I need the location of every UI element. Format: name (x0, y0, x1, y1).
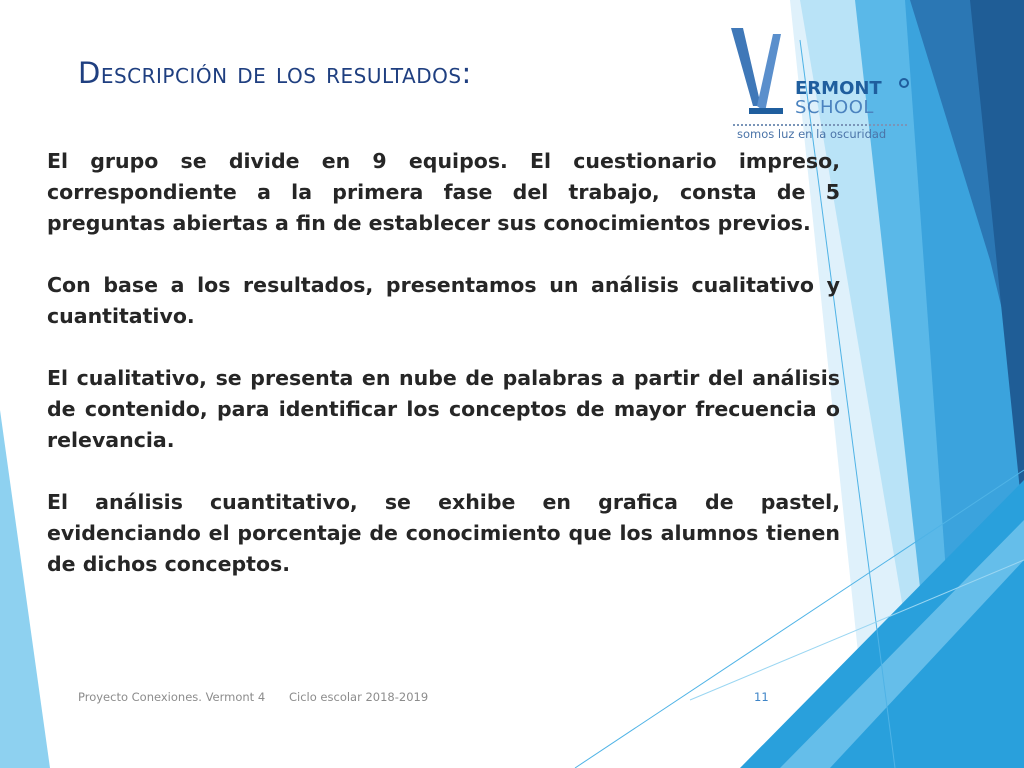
slide-title: Descripción de los resultados: (78, 56, 472, 90)
slide-body (47, 146, 840, 611)
logo-tagline: somos luz en la oscuridad (737, 127, 887, 141)
logo-v-mark-icon (727, 26, 787, 120)
paragraph-quantitative: El análisis cuantitativo, se exhibe en grafica de pastel, evidenciando el porcentaje de conocimiento que los alumnos tienen de dichos conceptos. (47, 490, 840, 576)
footer-project: Proyecto Conexiones. Vermont 4 (78, 690, 266, 704)
paragraph-analysis: Con base a los resultados, presentamos un análisis cualitativo y cuantitativo. (47, 273, 840, 328)
footer-cycle: Ciclo escolar 2018-2019 (289, 690, 429, 704)
vermont-school-logo (727, 26, 907, 146)
logo-degree-icon (899, 78, 909, 88)
logo-word-ermont: ERMONT (795, 78, 882, 99)
paragraph-qualitative: El cualitativo, se presenta en nube de palabras a partir del análisis de contenido, para identificar los conceptos de mayor frecuencia o relevancia. (47, 366, 840, 452)
logo-dotted-divider (733, 124, 907, 126)
left-shard (0, 410, 50, 768)
slide-number: 11 (754, 690, 769, 704)
paragraph-groups: El grupo se divide en 9 equipos. El cuestionario impreso, correspondiente a la primera fase del trabajo, consta de 5 preguntas abiertas a fin de establecer sus conocimientos previos. (47, 149, 840, 235)
logo-word-school: SCHOOL (795, 97, 874, 118)
